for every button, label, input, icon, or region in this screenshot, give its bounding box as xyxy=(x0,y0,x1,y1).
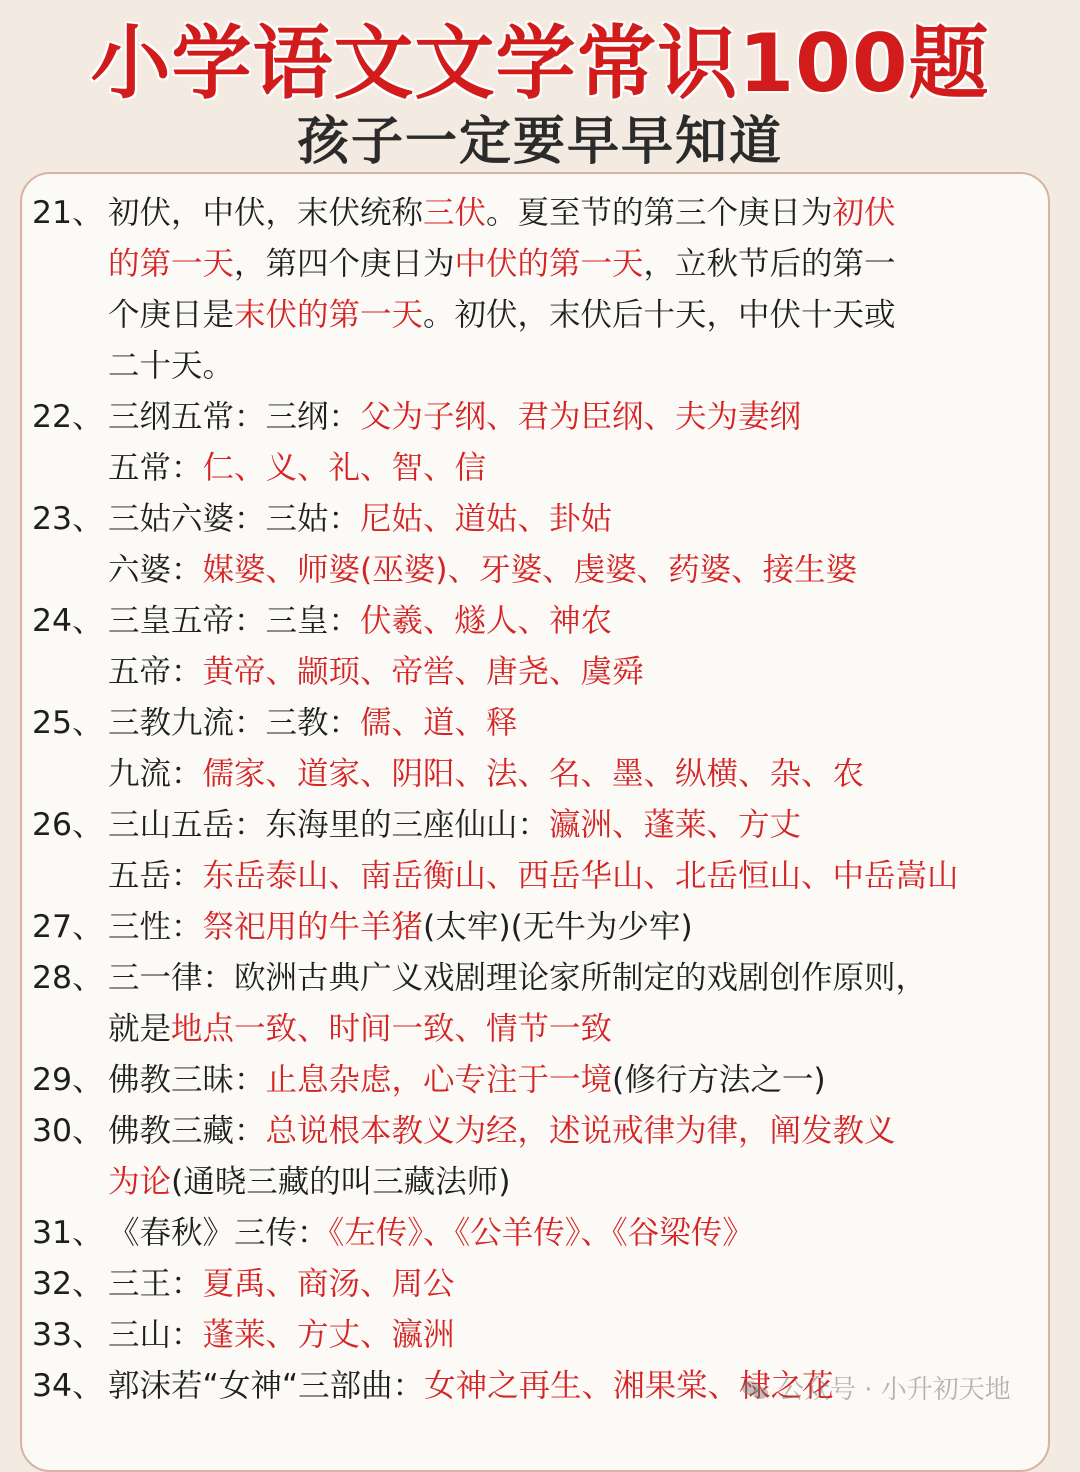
item-number: 25、 xyxy=(32,705,104,741)
item-text: 三山：蓬莱、方丈、瀛洲 xyxy=(108,1317,455,1353)
highlight: 儒、道、释 xyxy=(360,705,518,741)
item-text: 三一律：欧洲古典广义戏剧理论家所制定的戏剧创作原则， xyxy=(108,960,928,996)
highlight: 地点一致、时间一致、情节一致 xyxy=(171,1011,613,1047)
list-item-continuation xyxy=(32,749,1062,800)
item-number: 23、 xyxy=(32,501,104,537)
item-text: 就是地点一致、时间一致、情节一致 xyxy=(108,1011,613,1047)
list-item-continuation xyxy=(32,290,1062,341)
highlight: 瀛洲、蓬莱、方丈 xyxy=(549,807,802,843)
item-text: 为论(通晓三藏的叫三藏法师) xyxy=(108,1164,511,1200)
item-text: 《春秋》三传：《左传》、《公羊传》、《谷梁传》 xyxy=(108,1215,754,1251)
item-number: 24、 xyxy=(32,603,104,639)
item-number: 34、 xyxy=(32,1368,104,1404)
item-text: 三山五岳：东海里的三座仙山：瀛洲、蓬莱、方丈 xyxy=(108,807,802,843)
item-text: 二十天。 xyxy=(108,348,235,384)
watermark-text: 公众号 · 小升初天地 xyxy=(778,1375,1011,1405)
wechat-icon xyxy=(742,1379,770,1401)
list-item xyxy=(32,188,1062,239)
item-text: 佛教三藏：总说根本教义为经，述说戒律为律，阐发教义 xyxy=(108,1113,896,1149)
highlight: 黄帝、颛顼、帝喾、唐尧、虞舜 xyxy=(202,654,644,690)
list-item xyxy=(32,800,1062,851)
item-text: 九流：儒家、道家、阴阳、法、名、墨、纵横、杂、农 xyxy=(108,756,865,792)
list-item xyxy=(32,902,1062,953)
list-item xyxy=(32,1106,1062,1157)
highlight: 儒家、道家、阴阳、法、名、墨、纵横、杂、农 xyxy=(202,756,865,792)
item-text: 三纲五常：三纲：父为子纲、君为臣纲、夫为妻纲 xyxy=(108,399,802,435)
list-item-continuation xyxy=(32,647,1062,698)
highlight: 媒婆、师婆(巫婆)、牙婆、虔婆、药婆、接生婆 xyxy=(202,552,858,588)
item-number: 28、 xyxy=(32,960,104,996)
highlight: 东岳泰山、南岳衡山、西岳华山、北岳恒山、中岳嵩山 xyxy=(202,858,959,894)
highlight: 初伏 xyxy=(832,195,896,231)
highlight: 末伏的第一天 xyxy=(234,297,424,333)
item-number: 31、 xyxy=(32,1215,104,1251)
list-item xyxy=(32,698,1062,749)
item-text: 五帝：黄帝、颛顼、帝喾、唐尧、虞舜 xyxy=(108,654,644,690)
list-item xyxy=(32,1310,1062,1361)
highlight: 祭祀用的牛羊猪 xyxy=(202,909,424,945)
page-subtitle: 孩子一定要早早知道 xyxy=(296,112,783,172)
highlight: 仁、义、礼、智、信 xyxy=(202,450,487,486)
item-text: 初伏，中伏，末伏统称三伏。夏至节的第三个庚日为初伏 xyxy=(108,195,896,231)
item-text: 个庚日是末伏的第一天。初伏，末伏后十天，中伏十天或 xyxy=(108,297,896,333)
highlight: 蓬莱、方丈、瀛洲 xyxy=(202,1317,455,1353)
highlight: 伏羲、燧人、神农 xyxy=(360,603,613,639)
item-text: 佛教三昧：止息杂虑，心专注于一境(修行方法之一) xyxy=(108,1062,826,1098)
list-item xyxy=(32,392,1062,443)
list-item xyxy=(32,953,1062,1004)
watermark xyxy=(742,1370,1011,1410)
list-item xyxy=(32,1055,1062,1106)
list-item xyxy=(32,1259,1062,1310)
highlight: 为论 xyxy=(108,1164,172,1200)
item-text: 五岳：东岳泰山、南岳衡山、西岳华山、北岳恒山、中岳嵩山 xyxy=(108,858,959,894)
list-item-continuation xyxy=(32,443,1062,494)
list-item-continuation xyxy=(32,1157,1062,1208)
item-number: 30、 xyxy=(32,1113,104,1149)
list-item-continuation xyxy=(32,851,1062,902)
list-item xyxy=(32,596,1062,647)
item-text: 五常：仁、义、礼、智、信 xyxy=(108,450,487,486)
item-number: 29、 xyxy=(32,1062,104,1098)
highlight: 女神之再生、湘果棠、棣之花 xyxy=(424,1368,834,1404)
highlight: 三伏 xyxy=(423,195,487,231)
list-item-continuation xyxy=(32,341,1062,392)
list-item xyxy=(32,494,1062,545)
item-number: 21、 xyxy=(32,195,104,231)
item-text: 三教九流：三教：儒、道、释 xyxy=(108,705,518,741)
highlight: 父为子纲、君为臣纲、夫为妻纲 xyxy=(360,399,802,435)
highlight: 尼姑、道姑、卦姑 xyxy=(360,501,613,537)
item-text: 郭沫若“女神“三部曲：女神之再生、湘果棠、棣之花 xyxy=(108,1368,834,1404)
highlight: 夏禹、商汤、周公 xyxy=(202,1266,455,1302)
knowledge-list xyxy=(32,188,1062,1412)
item-text: 三皇五帝：三皇：伏羲、燧人、神农 xyxy=(108,603,613,639)
item-number: 22、 xyxy=(32,399,104,435)
list-item-continuation xyxy=(32,1004,1062,1055)
list-item xyxy=(32,1208,1062,1259)
item-text: 的第一天，第四个庚日为中伏的第一天，立秋节后的第一 xyxy=(108,246,896,282)
highlight: 《左传》、《公羊传》、《谷梁传》 xyxy=(328,1215,754,1251)
list-item-continuation xyxy=(32,239,1062,290)
item-text: 六婆：媒婆、师婆(巫婆)、牙婆、虔婆、药婆、接生婆 xyxy=(108,552,858,588)
highlight: 中伏的第一天 xyxy=(454,246,644,282)
highlight: 止息杂虑，心专注于一境 xyxy=(265,1062,613,1098)
item-text: 三王：夏禹、商汤、周公 xyxy=(108,1266,455,1302)
list-item-continuation xyxy=(32,545,1062,596)
page-title: 小学语文文学常识100题 xyxy=(90,17,990,110)
item-text: 三姑六婆：三姑：尼姑、道姑、卦姑 xyxy=(108,501,613,537)
item-number: 26、 xyxy=(32,807,104,843)
item-number: 32、 xyxy=(32,1266,104,1302)
item-text: 三性：祭祀用的牛羊猪(太牢)(无牛为少牢) xyxy=(108,909,693,945)
item-number: 33、 xyxy=(32,1317,104,1353)
highlight: 的第一天 xyxy=(108,246,235,282)
highlight: 总说根本教义为经，述说戒律为律，阐发教义 xyxy=(265,1113,896,1149)
item-number: 27、 xyxy=(32,909,104,945)
